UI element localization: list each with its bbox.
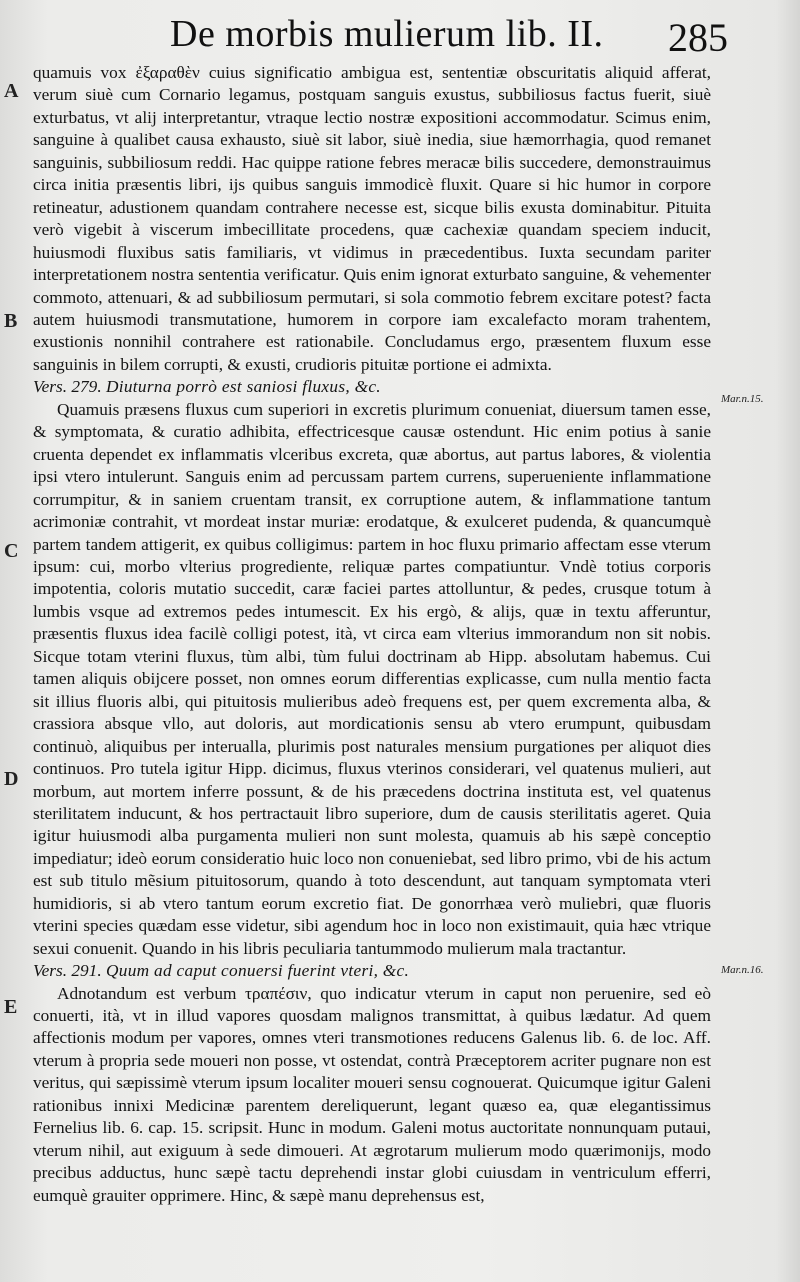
running-header-title: De morbis mulierum lib. II.: [170, 13, 604, 55]
verse-heading-279: [33, 376, 711, 398]
body-text: [33, 62, 711, 1207]
margin-reference-2: Mar.n.16.: [721, 964, 764, 976]
margin-letter-b: B: [4, 310, 18, 332]
margin-letter-e: E: [4, 996, 18, 1018]
paragraph-1: quamuis vox ἐξαραθὲν cuius significatio ambigua est, sententiæ obscuritatis aliquid afferat, verum siuè cum Cornario legamus, postquam sanguis exustus, subbiliosus factus fuerit, siuè exturbatus, vt alij interpretantur, vtraque lectio nostræ expositioni accommodatur. Scimus enim, sanguine à qualibet causa exhausto, siuè sit labor, siuè inedia, siue hæmorrhagia, quod remanet sanguinis, subbiliosum reddi. Hac quippe ratione febres meracæ bilis succedere, demonstrauimus circa initia præsentis libri, ijs quibus sanguis immodicè fluxit. Quare si hic humor in corpore retineatur, adustionem quandam contrahere necesse est, sicque bilis exusta dominabitur. Pituita verò vigebit à viscerum imbecillitate procedens, quæ cachexiæ quandam speciem inducit, huiusmodi fluxibus satis familiaris, vt vidimus in præcedentibus. Iuxta secundam pariter interpretationem nostra sententia verificatur. Quis enim ignorat exturbato sanguine, & vehementer commoto, attenuari, & ad subbiliosum permutari, si sola commotio febrem excitare potest? facta autem huiusmodi transmutatione, humorem in corpore iam excalefacto moram trahentem, exustionis nonnihil contrahere est rationabile. Concludamus ergo, præsentem fluxum esse sanguinis in bilem corrupti, & exusti, crudioris pituitæ portione ei admixta.: [33, 63, 711, 374]
paragraph-2: Quamuis præsens fluxus cum superiori in excretis plurimum conueniat, diuersum tamen esse, & symptomata, & curatio adhibita, effectricesque causæ ostendunt. Hic enim potius à sanie cruenta dependet ex inflammatis vlceribus excreta, quæ abortus, aut partus labores, & violentia ipsi vtero intulerunt. Sanguis enim ad percussam partem currens, superueniente inflammatione corrumpitur, & in saniem cruentam transit, ex corruptione autem, & inflammatione tantum acrimoniæ contrahit, vt mordeat instar muriæ: erodatque, & exulceret pudenda, & quancumquè partem tandem attigerit, ex quibus colligimus: partem in hoc fluxu primario affectam esse vterum ipsum: cui, morbo vlterius progrediente, reliquæ partes compatiuntur. Vndè totius corporis impotentia, coloris mutatio succedit, caræ faciei partes attolluntur, & pedes, crusque totum à lumbis vsque ad extremos pedes intumescit. Ex his ergò, & alijs, quæ in textu afferuntur, præsentis fluxus idea facilè colligi potest, ità, vt circa eam vlterius immorandum non sit nobis. Sicque totam vterini fluxus, tùm albi, tùm fului doctrinam ab Hipp. absolutam habemus. Cui tamen aliquis obijcere posset, non omnes eorum differentias explicasse, cum nulla mentio facta sit illius fluoris albi, qui pituitosis mulieribus adeò frequens est, per quem excrementa alba, & crassiora absque vllo, aut doloris, aut mordicationis sensu ab vtero erumpunt, quibusdam continuò, aliquibus per interualla, plurimis post naturales mensium purgationes per aliquot dies continuos. Pro tutela igitur Hipp. dicimus, fluxus vterinos considerari, vel quatenus mulieri, aut morbum, aut mortem inferre possunt, & de his præcedens doctrina instituta est, vel quatenus sterilitatem inducunt, & hos pertractauit libro superiore, dum de causis sterilitatis ageret. Quia igitur huiusmodi alba purgamenta mulieri non sunt molesta, quamuis ab his sæpè conceptio impediatur; ideò eorum consideratio huic loco non conueniebat, sed libro primo, vbi de his actum est sub titulo mẽsium pituitosorum, quando à toto descendunt, aut tanquam symptomata vteri humidioris, si ab vtero tantum eorum excretio fiat. De gonorrhæa verò muliebri, quæ fluoris vterini species quædam esse videtur, sibi agendum hoc in loco non existimauit, quia hæc vtrique sexui conuenit. Quando in his libris peculiaria tantummodo mulierum mala tractantur.: [33, 399, 711, 958]
margin-letter-c: C: [4, 540, 19, 562]
verse-ref: Vers. 291.: [33, 961, 102, 981]
verse-ref: Vers. 279.: [33, 377, 102, 397]
verse-lemma: Diuturna porrò est saniosi fluxus, &c.: [105, 377, 381, 397]
margin-letter-a: A: [4, 80, 19, 102]
margin-reference-1: Mar.n.15.: [721, 393, 764, 405]
verse-heading-291: [33, 960, 711, 982]
paragraph-3: Adnotandum est verbum τραπέσιν, quo indicatur vterum in caput non peruenire, sed eò conuerti, ità, vt in illud vapores quosdam malignos transmittat, à quibus lædatur. Ad quem affectionis modum per vapores, omnes vteri transmotiones reducens Galenus lib. 6. de loc. Aff. vterum à propria sede moueri non posse, vt ostendat, contrà Præceptorem acriter pugnare non est veritus, qui sæpissimè vterum ipsum localiter moueri sensu cognouerat. Quicumque igitur Galeni rationibus innixi Medicinæ parentem dereliquerunt, legant quæso ea, quæ elegantissimus Fernelius lib. 6. cap. 15. scripsit. Hunc in modum. Galeni motus auctoritate nonnunquam putaui, vterum nihil, aut exiguum à sede dimoueri. At ægrotarum mulierum modo quærimonijs, modo precibus adductus, hunc sæpè tactu deprehendi instar globi cuiusdam in ventriculum efferri, eumquè grauiter opprimere. Hinc, & sæpè manu deprehensus est,: [33, 983, 711, 1205]
verse-lemma: Quum ad caput conuersi fuerint vteri, &c.: [105, 961, 410, 981]
page-edge-shadow: [776, 0, 800, 1282]
page-number: 285: [668, 15, 728, 60]
margin-letter-d: D: [4, 768, 19, 790]
